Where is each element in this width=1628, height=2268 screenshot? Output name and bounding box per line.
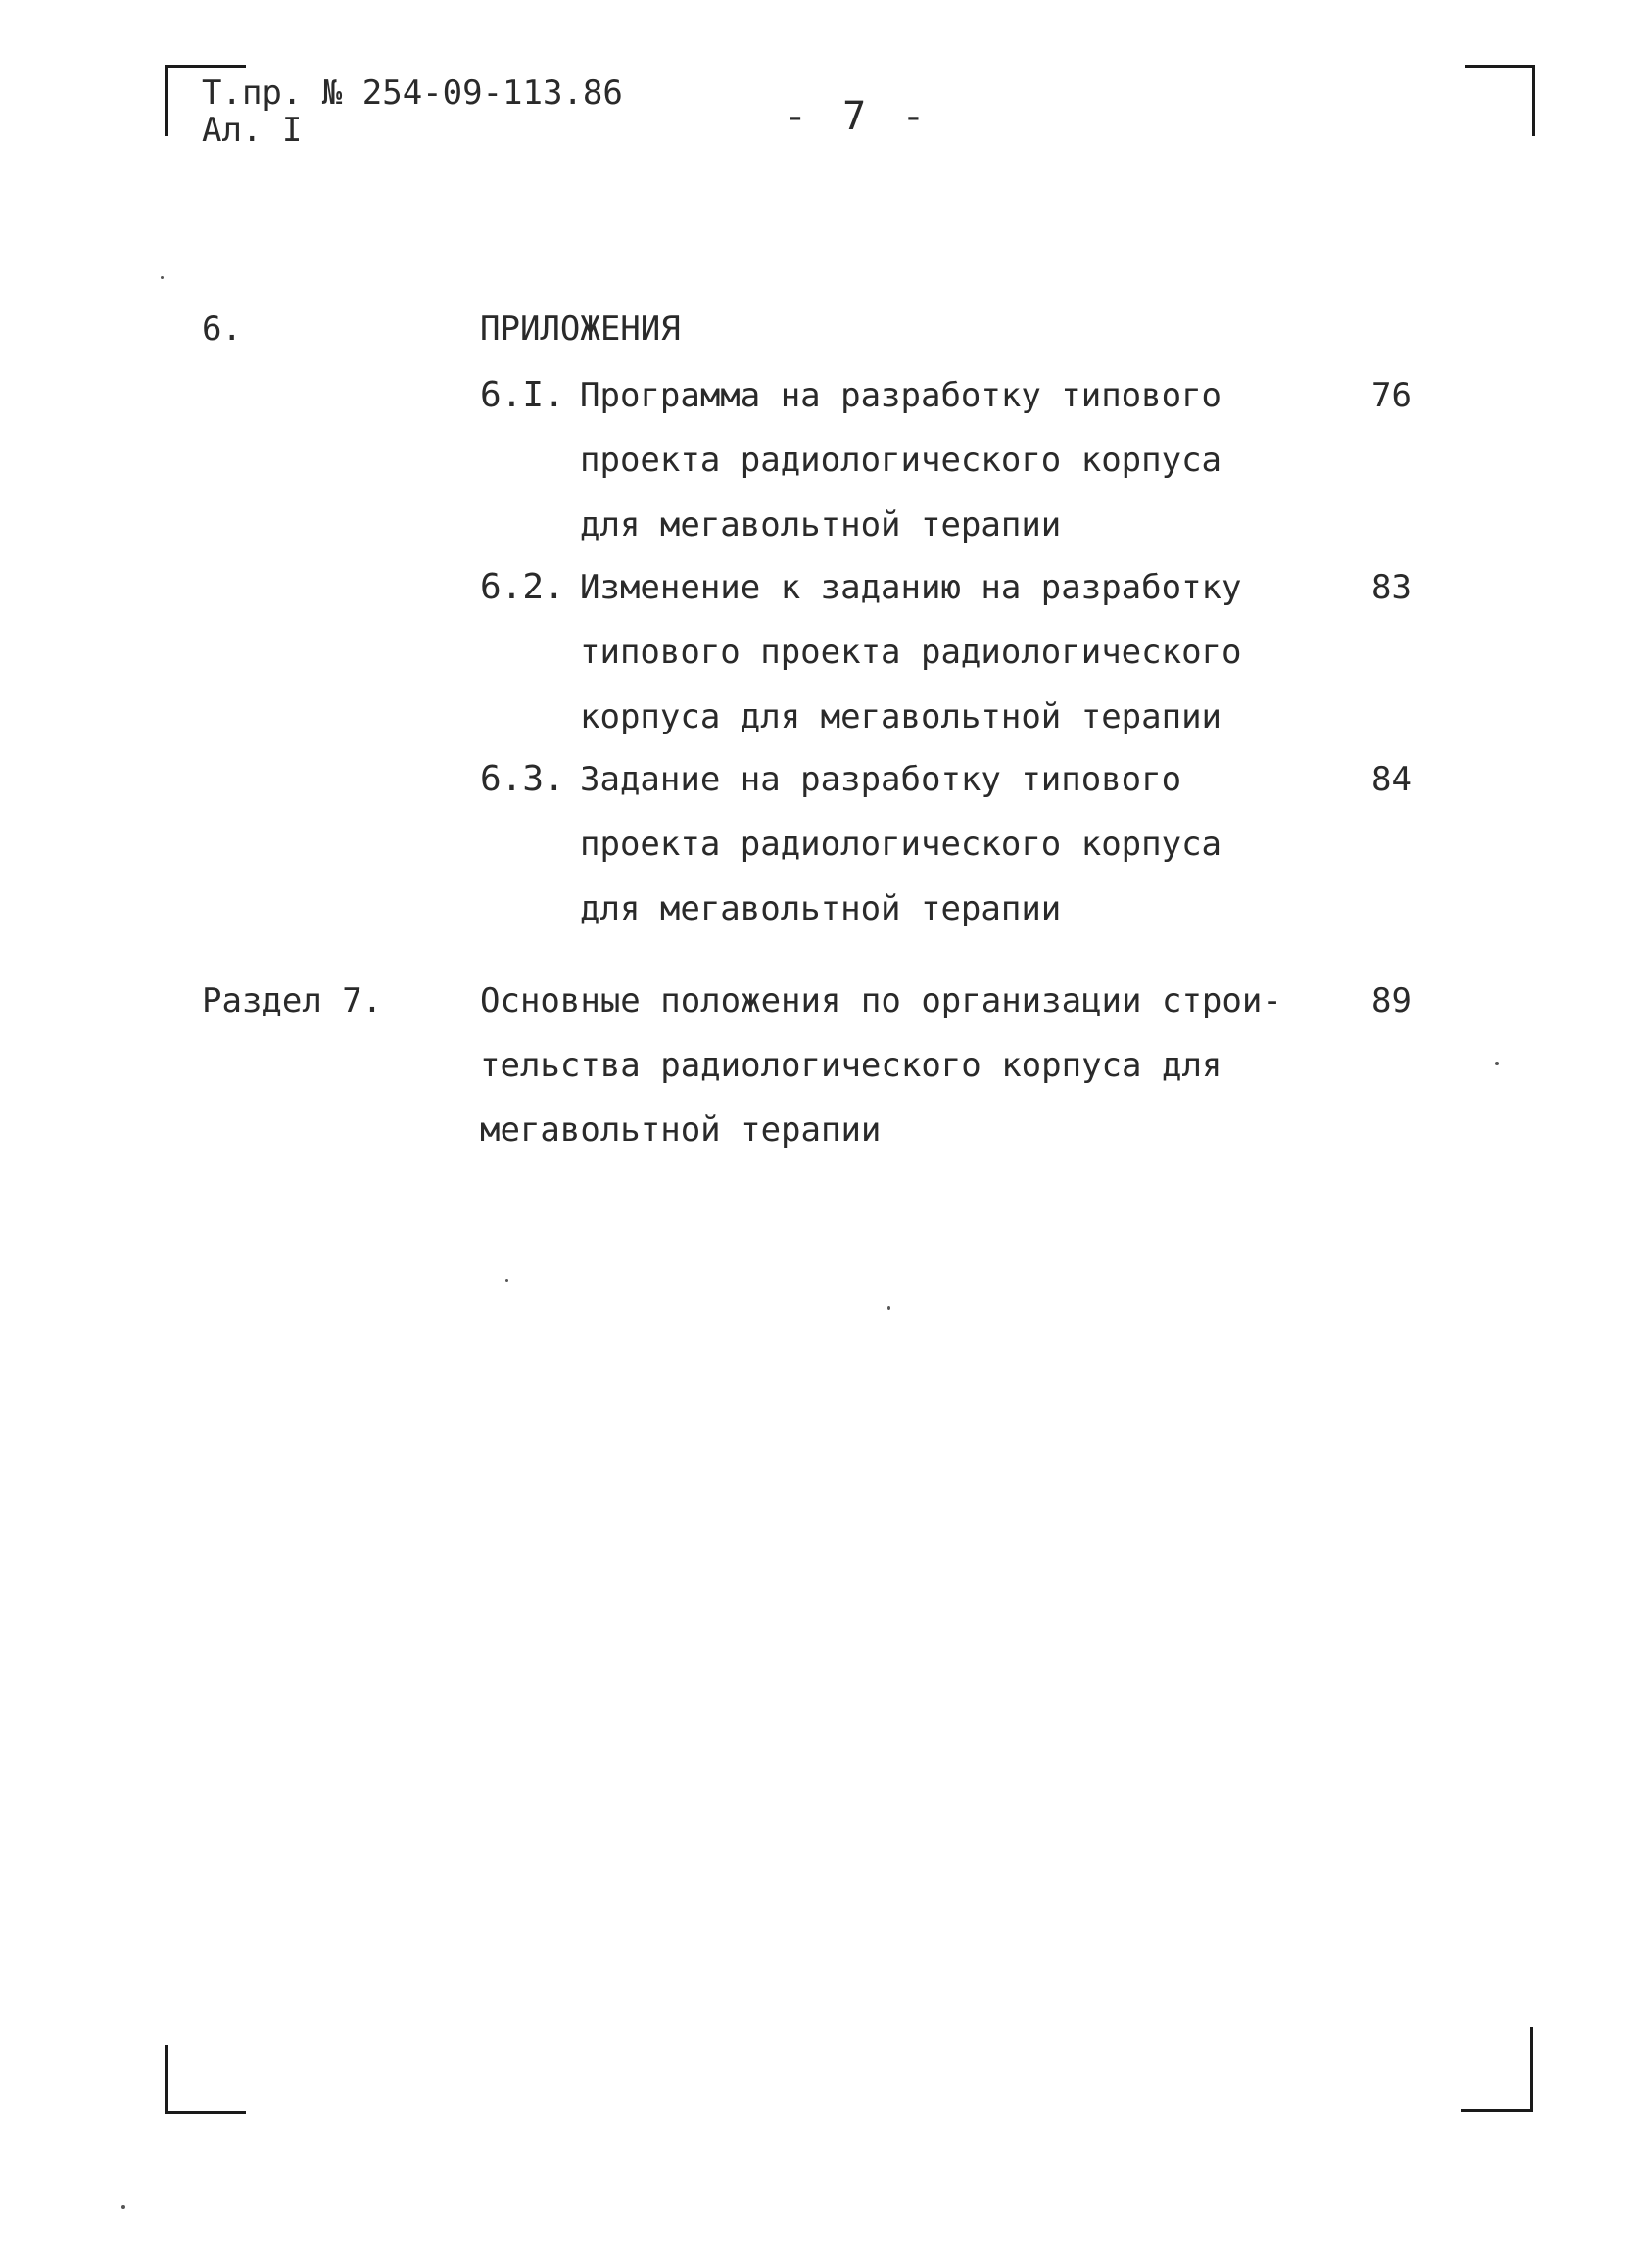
section-line: Основные положения по организации строи- bbox=[480, 981, 1282, 1020]
item-number: 6.3. bbox=[480, 759, 565, 799]
item-line: Изменение к заданию на разработку bbox=[580, 568, 1242, 607]
album-label: Ал. I bbox=[202, 111, 303, 150]
item-line: Задание на разработку типового bbox=[580, 760, 1182, 799]
corner-mark-bottom-right bbox=[1461, 2027, 1533, 2112]
section-title: ПРИЛОЖЕНИЯ bbox=[480, 309, 681, 349]
item-line: Программа на разработку типового bbox=[580, 376, 1222, 415]
scan-speck bbox=[887, 1306, 890, 1310]
item-line: проекта радиологического корпуса bbox=[580, 441, 1222, 480]
item-page: 76 bbox=[1371, 376, 1412, 415]
section-page: 89 bbox=[1371, 981, 1412, 1020]
item-line: корпуса для мегавольтной терапии bbox=[580, 697, 1222, 736]
scan-speck bbox=[161, 276, 164, 279]
corner-mark-bottom-left bbox=[165, 2045, 246, 2114]
scan-speck bbox=[505, 1279, 508, 1282]
item-number: 6.I. bbox=[480, 375, 565, 415]
section-number: 6. bbox=[202, 309, 242, 349]
item-number: 6.2. bbox=[480, 567, 565, 607]
section-line: мегавольтной терапии bbox=[480, 1110, 882, 1150]
section-line: тельства радиологического корпуса для bbox=[480, 1046, 1222, 1085]
item-line: для мегавольтной терапии bbox=[580, 889, 1062, 928]
item-page: 83 bbox=[1371, 568, 1412, 607]
item-page: 84 bbox=[1371, 760, 1412, 799]
page-number: - 7 - bbox=[784, 94, 932, 139]
scan-speck bbox=[121, 2205, 125, 2209]
corner-mark-top-right bbox=[1465, 65, 1535, 136]
item-line: проекта радиологического корпуса bbox=[580, 825, 1222, 864]
item-line: типового проекта радиологического bbox=[580, 633, 1242, 672]
section-label: Раздел 7. bbox=[202, 981, 383, 1020]
item-line: для мегавольтной терапии bbox=[580, 505, 1062, 544]
document-code: Т.пр. № 254-09-113.86 bbox=[202, 73, 623, 113]
scan-speck bbox=[1495, 1062, 1499, 1065]
